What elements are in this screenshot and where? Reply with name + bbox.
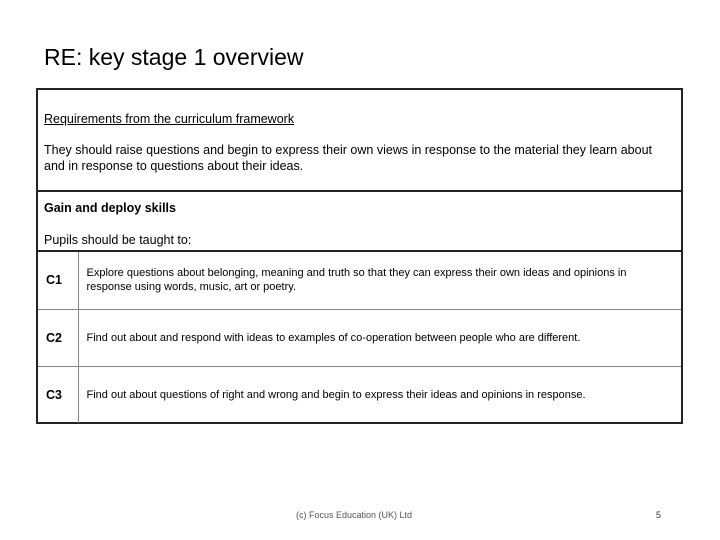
- skill-description: Explore questions about belonging, meaning and truth so that they can express their own ideas and opinions in response using words, music, art or poetry.: [78, 252, 681, 309]
- table-row: [38, 309, 681, 366]
- requirements-heading: Requirements from the curriculum framework: [44, 112, 295, 126]
- footer-copyright: (c) Focus Education (UK) Ltd: [296, 510, 413, 520]
- skill-description: Find out about and respond with ideas to examples of co-operation between people who are different.: [78, 309, 681, 366]
- table-row: [38, 366, 681, 423]
- skill-code: C2: [38, 309, 78, 366]
- page-title: RE: key stage 1 overview: [44, 44, 304, 70]
- overview-box: [36, 88, 683, 424]
- skill-code: C3: [38, 366, 78, 423]
- requirements-body: They should raise questions and begin to express their own views in response to the material they learn about and in response to questions about their ideas.: [44, 143, 652, 173]
- skill-description: Find out about questions of right and wrong and begin to express their ideas and opinions in response.: [86, 388, 586, 401]
- requirements-section: [38, 90, 681, 192]
- skill-code: C1: [38, 252, 78, 309]
- skills-section: [38, 194, 681, 252]
- page-number: 5: [656, 510, 662, 520]
- skills-heading: Gain and deploy skills: [44, 201, 176, 215]
- skills-table: [38, 252, 681, 423]
- skills-intro: Pupils should be taught to:: [44, 233, 192, 247]
- table-row: [38, 252, 681, 309]
